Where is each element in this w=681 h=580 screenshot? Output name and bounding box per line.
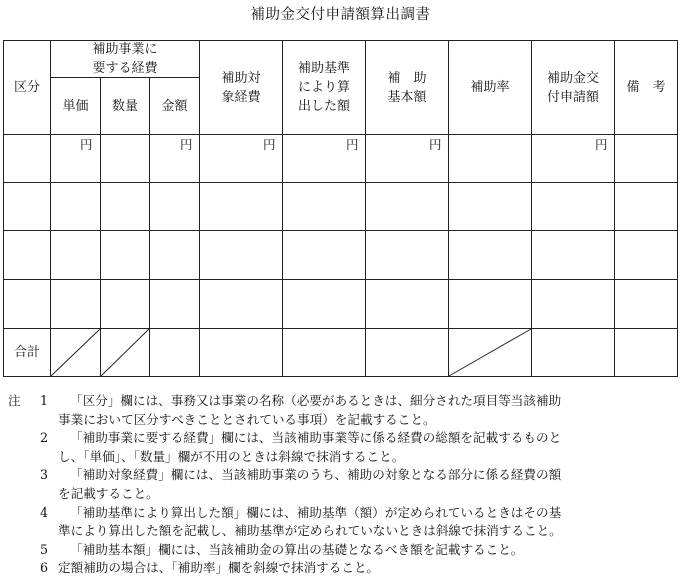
strike-quantity bbox=[101, 329, 149, 376]
note-line: 「補助基本額」欄には、当該補助金の算出の基礎となるべき額を記載すること。 bbox=[70, 541, 524, 557]
unit-label-target-expense: 円 bbox=[263, 137, 276, 152]
note-line: し、「単価」、「数量」欄が不用のときは斜線で抹消すること。 bbox=[58, 448, 405, 464]
note-number: 1 bbox=[40, 393, 49, 408]
header-standard-amount-line3: 出した額 bbox=[297, 99, 350, 114]
note-line: 「補助事業に要する経費」欄には、当該補助事業等に係る経費の総額を記載するものと bbox=[70, 430, 562, 446]
note-line: を記載すること。 bbox=[58, 485, 159, 501]
header-base-amount-line2: 基本額 bbox=[387, 89, 427, 105]
unit-label-unit-price: 円 bbox=[80, 137, 93, 152]
header-required-expense-line2: 要する経費 bbox=[92, 61, 158, 76]
header-base-amount-line1: 補 助 bbox=[387, 70, 427, 86]
header-standard-amount-line1: 補助基準 bbox=[297, 61, 350, 76]
header-grant-amount-line1: 補助金交 bbox=[546, 70, 599, 86]
header-quantity: 数量 bbox=[111, 98, 138, 114]
note-line: 「区分」欄には、事務又は事業の名称（必要があるときは、細分された項目等当該補助 bbox=[70, 393, 562, 408]
header-grant-amount bbox=[532, 41, 614, 134]
note-item bbox=[8, 541, 676, 560]
note-item bbox=[8, 429, 676, 466]
note-line: 「補助対象経費」欄には、当該補助事業のうち、補助の対象となる部分に係る経費の額 bbox=[70, 467, 562, 483]
header-required-expense bbox=[51, 41, 199, 77]
unit-label-base-amount: 円 bbox=[429, 137, 442, 152]
header-standard-amount bbox=[283, 41, 365, 134]
header-kubun: 区分 bbox=[13, 80, 40, 95]
note-line: 定額補助の場合は、「補助率」欄を斜線で抹消すること。 bbox=[58, 560, 380, 576]
note-number: 3 bbox=[40, 467, 49, 483]
note-number: 6 bbox=[40, 560, 49, 576]
document-title: 補助金交付申請額算出調書 bbox=[250, 7, 431, 23]
unit-label-grant-amount: 円 bbox=[595, 137, 608, 152]
header-base-amount bbox=[366, 41, 448, 134]
header-grant-amount-line2: 付申請額 bbox=[546, 89, 599, 105]
note-item bbox=[8, 392, 676, 429]
notes-section bbox=[8, 392, 676, 578]
note-item bbox=[8, 466, 676, 503]
note-item bbox=[8, 559, 676, 578]
note-line: 事業において区分すべきこととされている事項）を記載すること。 bbox=[58, 411, 436, 427]
note-number: 2 bbox=[40, 430, 49, 446]
strike-unit-price bbox=[51, 329, 100, 376]
header-amount: 金額 bbox=[161, 98, 188, 114]
unit-label-amount: 円 bbox=[180, 137, 193, 152]
note-item bbox=[8, 504, 676, 541]
note-line: 準により算出した額を記載し、補助基準が定められていないときは斜線で抹消すること。 bbox=[58, 523, 562, 539]
header-standard-amount-line2: により算 bbox=[297, 80, 350, 95]
note-number: 4 bbox=[40, 504, 49, 520]
strike-rate bbox=[449, 329, 531, 376]
unit-label-standard-amount: 円 bbox=[346, 137, 359, 152]
note-line: 「補助基準により算出した額」欄には、補助基準（額）が定められているときはその基 bbox=[70, 504, 562, 520]
header-rate: 補助率 bbox=[470, 80, 510, 95]
notes-prefix: 注 bbox=[8, 393, 21, 408]
total-label: 合計 bbox=[13, 345, 40, 360]
header-required-expense-line1: 補助事業に bbox=[92, 42, 158, 57]
header-remarks: 備 考 bbox=[626, 80, 666, 95]
header-unit-price: 単価 bbox=[62, 98, 89, 114]
header-target-expense-line2: 象経費 bbox=[221, 89, 261, 105]
note-number: 5 bbox=[40, 541, 49, 557]
header-target-expense-line1: 補助対 bbox=[221, 70, 261, 86]
header-target-expense bbox=[200, 41, 282, 134]
